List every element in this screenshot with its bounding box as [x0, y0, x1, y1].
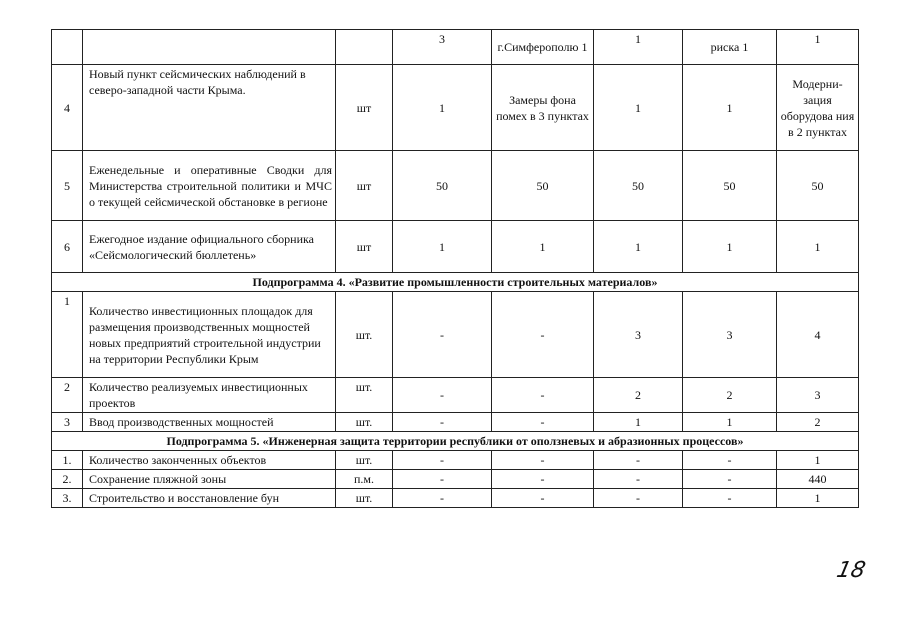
value-cell: -: [492, 378, 594, 413]
row-description: Количество инвестиционных площадок для размещения производственных мощностей новых предприятий строительной индустрии на территории Республики Крым: [83, 292, 336, 378]
value-cell: -: [683, 470, 777, 489]
table-row: [52, 451, 859, 470]
value-cell: 1: [492, 221, 594, 273]
row-description: Новый пункт сейсмических наблюдений в северо-западной части Крыма.: [83, 65, 336, 151]
value-cell: -: [492, 470, 594, 489]
value-cell: 3: [777, 378, 859, 413]
row-number: 1.: [52, 451, 83, 470]
value-cell: -: [594, 451, 683, 470]
table-row: [52, 221, 859, 273]
row-number: 3: [52, 413, 83, 432]
table-row: [52, 378, 859, 413]
table-row: [52, 413, 859, 432]
table-row: [52, 65, 859, 151]
row-unit: шт.: [336, 451, 393, 470]
table-row: [52, 489, 859, 508]
row-unit: шт.: [336, 413, 393, 432]
value-cell: 1: [594, 413, 683, 432]
table-row: [52, 151, 859, 221]
value-cell: -: [393, 292, 492, 378]
row-number: 1: [52, 292, 83, 378]
section-title: Подпрограмма 4. «Развитие промышленности строительных материалов»: [52, 273, 859, 292]
value-cell: 1: [777, 30, 859, 65]
value-cell: 3: [594, 292, 683, 378]
row-unit: шт.: [336, 292, 393, 378]
value-cell: 50: [777, 151, 859, 221]
value-cell: -: [393, 489, 492, 508]
value-cell: -: [393, 451, 492, 470]
row-description: Еженедельные и оперативные Сводки для Министерства строительной политики и МЧС о текущей сейсмической обстановке в регионе: [83, 151, 336, 221]
row-unit: шт.: [336, 378, 393, 413]
value-cell: -: [492, 413, 594, 432]
value-cell: -: [683, 451, 777, 470]
value-cell: -: [492, 489, 594, 508]
value-cell: -: [683, 489, 777, 508]
row-description: [83, 30, 336, 65]
value-cell: г.Симферополю 1: [492, 30, 594, 65]
value-cell: 1: [594, 221, 683, 273]
page-number: 18: [834, 558, 868, 583]
row-number: 2: [52, 378, 83, 413]
row-number: 3.: [52, 489, 83, 508]
indicators-table: [51, 29, 859, 508]
row-unit: [336, 30, 393, 65]
value-cell: риска 1: [683, 30, 777, 65]
value-cell: 1: [683, 221, 777, 273]
row-unit: шт: [336, 65, 393, 151]
row-number: 5: [52, 151, 83, 221]
row-number: [52, 30, 83, 65]
value-cell: 1: [393, 65, 492, 151]
value-cell: -: [594, 470, 683, 489]
table-row: [52, 292, 859, 378]
row-unit: шт: [336, 151, 393, 221]
row-description: Ежегодное издание официального сборника «Сейсмологический бюллетень»: [83, 221, 336, 273]
value-cell: -: [594, 489, 683, 508]
value-cell: 2: [777, 413, 859, 432]
row-number: 2.: [52, 470, 83, 489]
value-cell: -: [393, 470, 492, 489]
value-cell: 3: [683, 292, 777, 378]
value-cell: 50: [594, 151, 683, 221]
value-cell: 50: [393, 151, 492, 221]
value-cell: 1: [594, 65, 683, 151]
row-description: Ввод производственных мощностей: [83, 413, 336, 432]
value-cell: 1: [777, 451, 859, 470]
value-cell: 1: [594, 30, 683, 65]
value-cell: -: [393, 378, 492, 413]
row-number: 4: [52, 65, 83, 151]
row-unit: п.м.: [336, 470, 393, 489]
value-cell: -: [492, 451, 594, 470]
value-cell: -: [393, 413, 492, 432]
value-cell: 1: [777, 489, 859, 508]
row-number: 6: [52, 221, 83, 273]
table-row: [52, 30, 859, 65]
value-cell: Замеры фона помех в 3 пунктах: [492, 65, 594, 151]
row-description: Количество законченных объектов: [83, 451, 336, 470]
value-cell: 2: [683, 378, 777, 413]
value-cell: 1: [683, 413, 777, 432]
section-header-row: [52, 432, 859, 451]
value-cell: 440: [777, 470, 859, 489]
value-cell: 1: [683, 65, 777, 151]
value-cell: 50: [492, 151, 594, 221]
value-cell: Модерни-зация оборудова ния в 2 пунктах: [777, 65, 859, 151]
value-cell: 3: [393, 30, 492, 65]
table-row: [52, 470, 859, 489]
row-description: Количество реализуемых инвестиционных проектов: [83, 378, 336, 413]
row-description: Строительство и восстановление бун: [83, 489, 336, 508]
value-cell: 4: [777, 292, 859, 378]
value-cell: -: [492, 292, 594, 378]
section-title: Подпрограмма 5. «Инженерная защита территории республики от оползневых и абразионных процессов»: [52, 432, 859, 451]
value-cell: 50: [683, 151, 777, 221]
value-cell: 2: [594, 378, 683, 413]
section-header-row: [52, 273, 859, 292]
row-unit: шт: [336, 221, 393, 273]
value-cell: 1: [393, 221, 492, 273]
value-cell: 1: [777, 221, 859, 273]
row-description: Сохранение пляжной зоны: [83, 470, 336, 489]
row-unit: шт.: [336, 489, 393, 508]
